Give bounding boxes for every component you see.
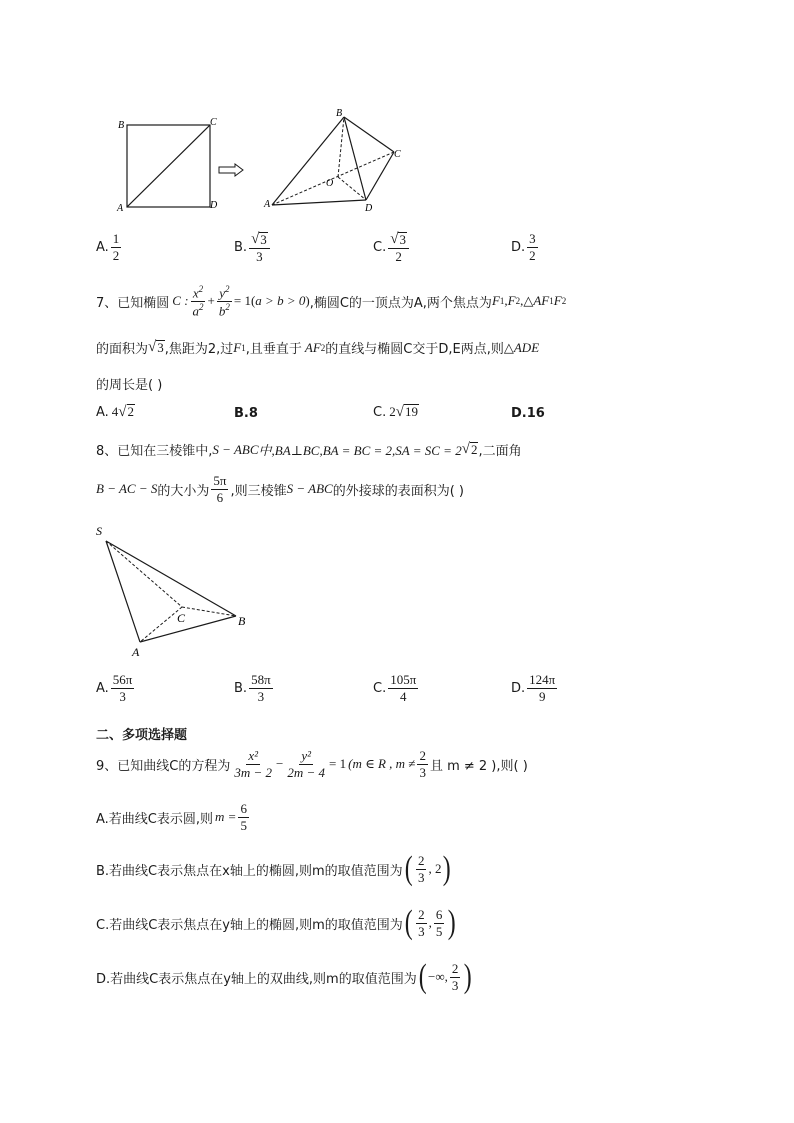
q7-option-d[interactable]: D.16 (511, 406, 545, 421)
q6-option-d-fraction: $\frac{3}{2}$ (529, 231, 536, 263)
q8-option-c[interactable]: C. $\frac{105\pi}{4}$ (373, 672, 417, 704)
q6-option-c-fraction: √ 3 2 (388, 232, 409, 264)
q9-option-a[interactable]: A.若曲线C表示圆,则 m = $\frac{6}{5}$ (96, 801, 247, 833)
q8-option-b[interactable]: B. $\frac{58\pi}{3}$ (234, 672, 271, 704)
q6-option-a[interactable] (96, 232, 123, 262)
q8-line-2: B − AC − S 的大小为 $\frac{5\pi}{6}$ ,则三棱锥 S − ABC 的外接球的表面积为( ) (96, 473, 464, 505)
q9-option-c[interactable]: C.若曲线C表示焦点在y轴上的椭圆,则m的取值范围为 ( $\frac{2}{3}$ , $\frac{6}{5}$ ) (96, 904, 456, 941)
fig8-label-c: C (177, 611, 186, 625)
q7-area-text: 的面积为 (96, 342, 149, 357)
q7-lead: 7、已知椭圆 (96, 295, 170, 311)
q7-mid: ,椭圆C的一顶点为A,两个焦点为 (309, 295, 492, 311)
q7-line-1: 7、已知椭圆 C : $\frac{x^2}{a^2}$ + $\frac{y^2}{b^2}$ = 1( a > b > 0 ) ,椭圆C的一顶点为A,两个焦点为 F 1 , F 2 ,△ AF 1 F 2 (96, 284, 567, 319)
q7-option-c[interactable]: C. 2 √ 19 (373, 403, 418, 420)
q6-option-d[interactable] (511, 232, 540, 262)
q6-option-a-letter: A. (96, 239, 109, 255)
q6-option-c-letter: C. (373, 240, 387, 256)
fig6-label-d-left: D (210, 200, 218, 211)
q8-line-1: 8、已知在三棱锥中, S − ABC 中,BA⊥BC,BA = BC = 2,SA = SC = 2 √ 2 ,二面角 (96, 441, 522, 459)
q7-line-3: 的周长是( ) (96, 378, 163, 393)
q6-option-a-fraction: $\frac{1}{2}$ (112, 231, 120, 263)
q7-focal-text: ,焦距为2,过 (164, 342, 234, 357)
fig6-label-a-right: A (264, 199, 271, 210)
fig6-label-o: O (326, 178, 334, 189)
q8-figure (94, 518, 264, 663)
q6-option-c[interactable] (373, 232, 411, 264)
q7-perp-text: ,且垂直于 (245, 342, 302, 357)
fig6-label-c-right: C (394, 149, 401, 160)
fig6-label-b-left: B (118, 120, 125, 131)
q7-option-b[interactable]: B.8 (234, 406, 258, 421)
fig6-label-d-right: D (365, 203, 373, 214)
fig6-label-b-right: B (336, 108, 343, 119)
q6-option-b[interactable] (234, 232, 272, 264)
q6-option-b-letter: B. (234, 240, 248, 256)
fig8-label-s: S (96, 524, 102, 538)
q7-intersect-text: 的直线与椭圆C交于D,E两点,则 (325, 342, 504, 357)
fig8-label-a: A (132, 645, 140, 659)
section-2-title: 二、多项选择题 (96, 728, 188, 743)
fig8-label-b: B (238, 614, 246, 628)
q7-option-a[interactable]: A. 4 √ 2 (96, 403, 135, 420)
q9-stem: 9、已知曲线C的方程为 $\frac{\text{x²}}{3m - 2}$ − $\frac{\text{y²}}{2m - 4}$ = 1 (m ∈ R , m ≠ $\frac{2}{3}$ 且 m ≠ 2 ),则( ) (96, 748, 528, 780)
q6-option-d-letter: D. (511, 239, 526, 255)
q8-option-d[interactable]: D. $\frac{124\pi}{9}$ (511, 672, 556, 704)
q6-option-b-fraction: √ 3 3 (249, 232, 270, 264)
fig6-label-a-left: A (117, 203, 124, 214)
fig6-label-c-left: C (210, 117, 217, 128)
q9-option-d[interactable]: D.若曲线C表示焦点在y轴上的双曲线,则m的取值范围为 ( −∞, $\frac{2}{3}$ ) (96, 958, 473, 995)
q9-option-b[interactable]: B.若曲线C表示焦点在x轴上的椭圆,则m的取值范围为 ( $\frac{2}{3}$ , 2 ) (96, 850, 452, 887)
q7-line-2: 的面积为 √ 3 ,焦距为2,过 F 1 ,且垂直于 AF 2 的直线与椭圆C交于D,E两点,则 △ ADE (96, 339, 540, 357)
q8-option-a[interactable]: A. $\frac{56\pi}{3}$ (96, 672, 133, 704)
q6-figure (110, 104, 420, 216)
